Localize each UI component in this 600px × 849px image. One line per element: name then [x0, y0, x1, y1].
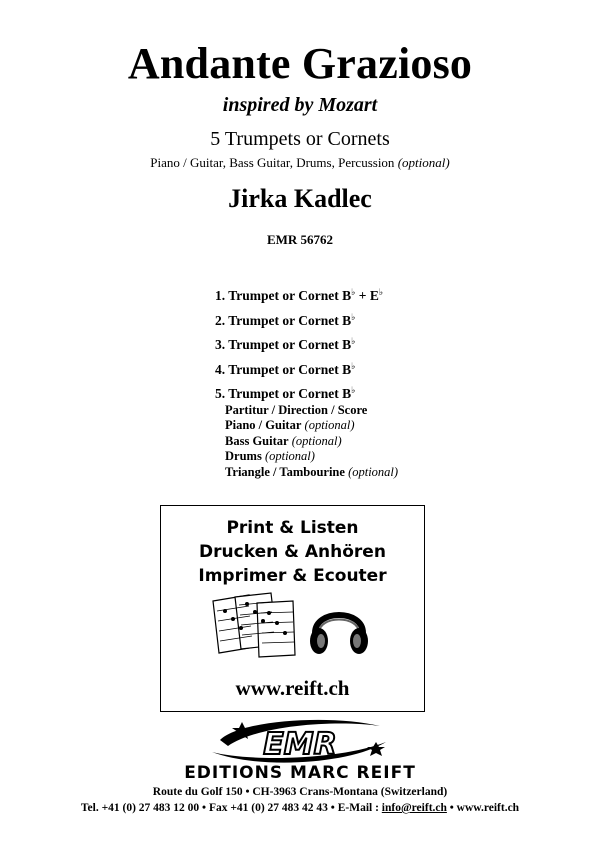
part-item: 4. Trumpet or Cornet B♭	[215, 360, 356, 377]
sheet-music-icon	[213, 593, 295, 657]
subtitle: inspired by Mozart	[222, 94, 378, 116]
publisher-name: EDITIONS MARC REIFT	[184, 763, 416, 782]
promo-icons	[209, 591, 379, 666]
footer	[0, 784, 600, 816]
part-item: 1. Trumpet or Cornet B♭ + E♭	[215, 287, 384, 303]
headphones-icon	[310, 615, 368, 654]
extra-item: Partitur / Direction / Score	[225, 403, 368, 417]
footer-contact: Tel. +41 (0) 27 483 12 00 • Fax +41 (0) 27 483 42 43 • E-Mail : info@reift.ch • www.reift.ch	[80, 802, 520, 814]
logo-text: EMR	[263, 727, 337, 762]
part-item: 5. Trumpet or Cornet B♭	[215, 385, 356, 401]
accompaniment-note: (optional)	[397, 155, 450, 170]
composer: Jirka Kadlec	[228, 184, 372, 213]
page-title: Andante Grazioso	[127, 39, 473, 88]
parts-list	[215, 282, 383, 405]
emr-logo-swoosh	[212, 720, 386, 763]
extra-item: Bass Guitar (optional)	[225, 433, 342, 448]
promo-text: Print & Listen Drucken & Anhören Imprimer & Ecouter	[198, 518, 387, 586]
print-listen-box	[160, 505, 425, 712]
extra-item: Drums (optional)	[225, 449, 315, 464]
extra-item: Piano / Guitar (optional)	[225, 418, 355, 433]
email-link[interactable]: info@reift.ch	[381, 802, 447, 814]
accompaniment-text: Piano / Guitar, Bass Guitar, Drums, Percussion	[150, 155, 395, 170]
footer-address: Route du Golf 150 • CH-3963 Crans-Montana (Switzerland)	[152, 786, 448, 798]
part-item: 2. Trumpet or Cornet B♭	[215, 311, 356, 328]
accompaniment	[0, 155, 600, 171]
extra-item: Triangle / Tambourine (optional)	[225, 464, 399, 479]
instrumentation: 5 Trumpets or Cornets	[210, 128, 390, 150]
publisher-logo	[150, 712, 450, 787]
extras-list	[225, 403, 398, 480]
part-item: 3. Trumpet or Cornet B♭	[215, 336, 356, 352]
catalog-number: EMR 56762	[266, 232, 334, 247]
promo-url-link[interactable]: www.reift.ch	[235, 676, 350, 700]
